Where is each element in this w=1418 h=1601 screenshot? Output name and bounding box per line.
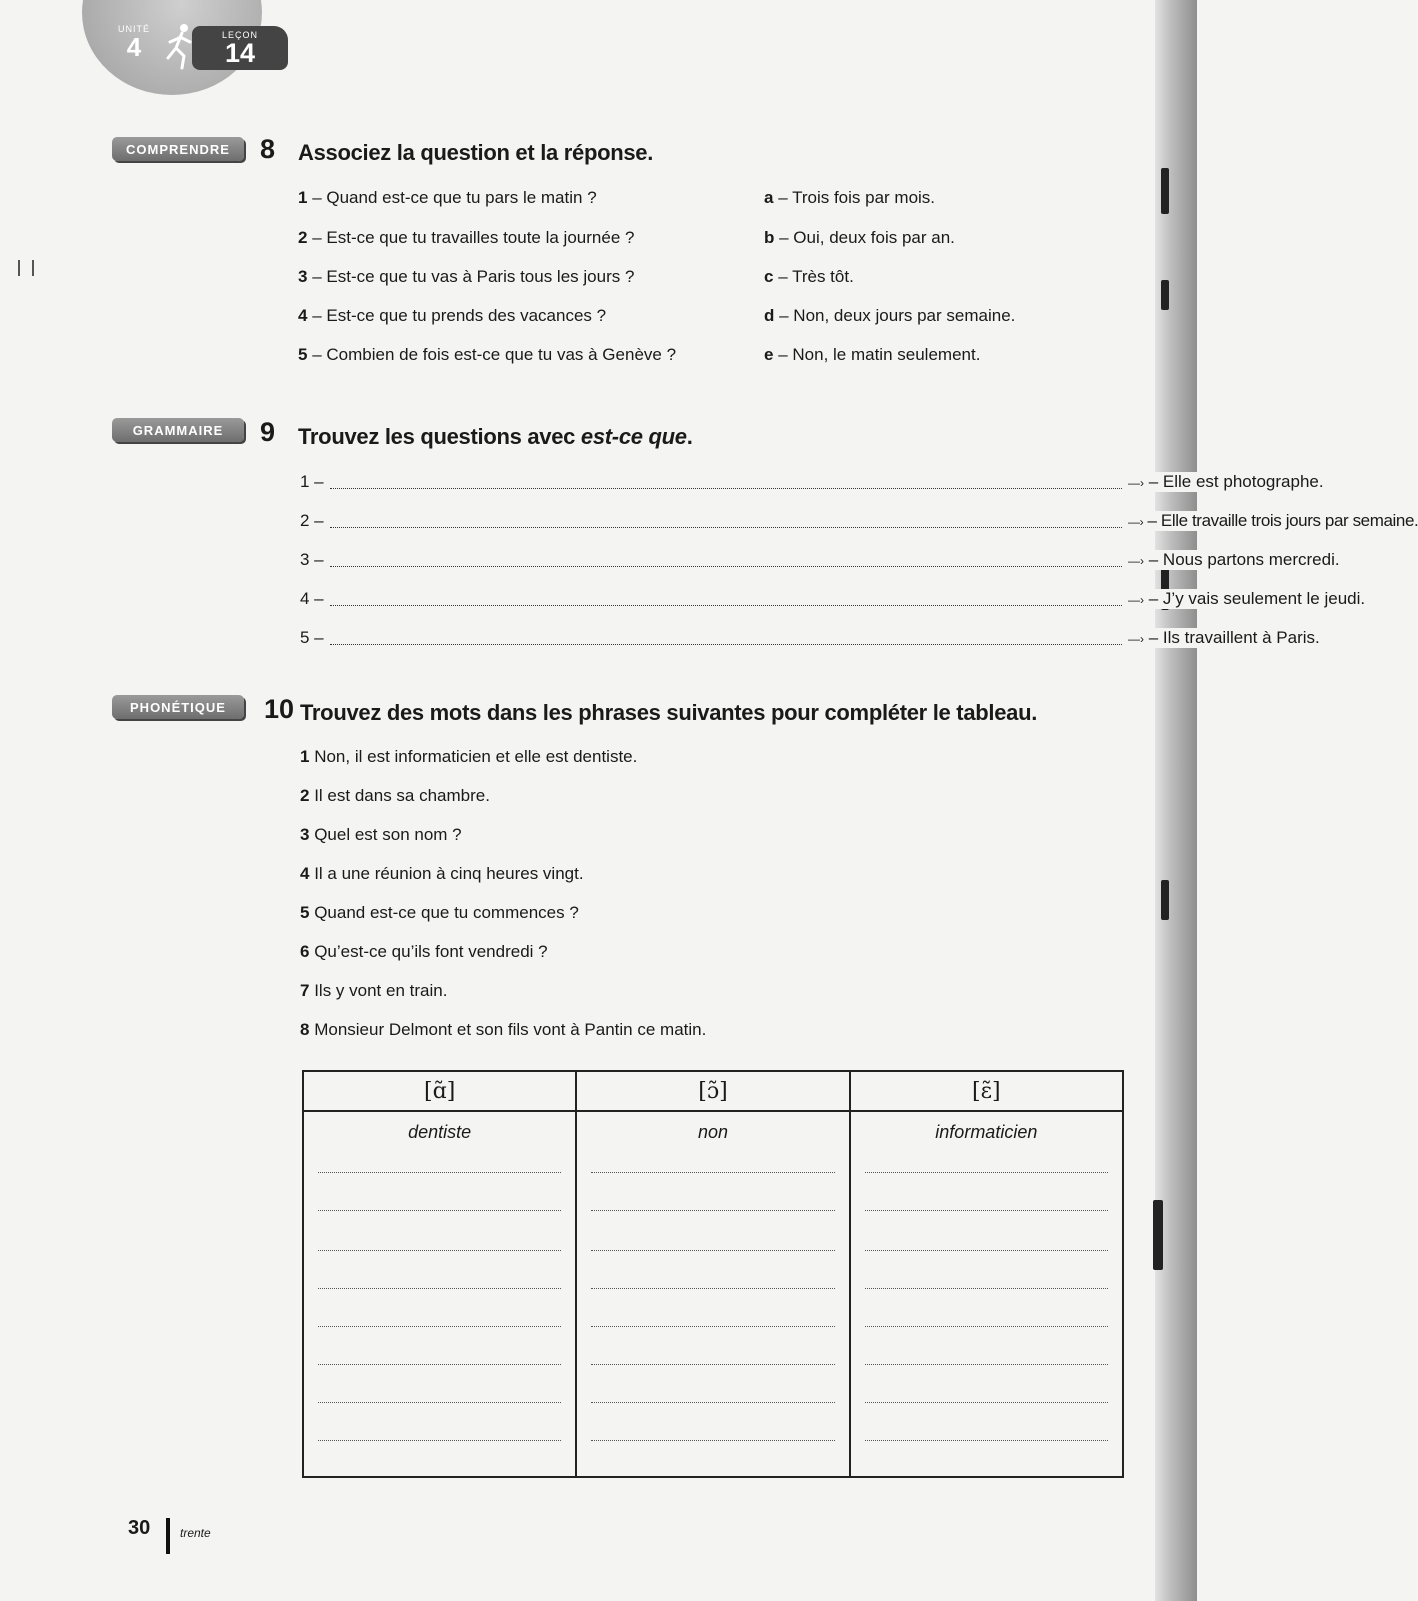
unit-label: UNITÉ	[118, 24, 150, 34]
answer-blank[interactable]	[330, 488, 1122, 489]
fill-row: 4 – —› – J’y vais seulement le jeudi.	[300, 589, 1366, 608]
lesson-label: LEÇON	[221, 30, 258, 40]
answer-blank[interactable]	[591, 1326, 834, 1327]
table-column	[577, 1072, 850, 1476]
sentence-item: 8 Monsieur Delmont et son fils vont à Pantin ce matin.	[300, 1020, 707, 1039]
exercise-number: 9	[260, 417, 276, 447]
answer-blank[interactable]	[591, 1250, 834, 1251]
edge-mark	[1161, 168, 1169, 214]
example-word: informaticien	[935, 1122, 1038, 1142]
answer-blank[interactable]	[591, 1364, 834, 1365]
page-number-divider	[166, 1518, 170, 1554]
answer-blank[interactable]	[318, 1172, 561, 1173]
answer-blank[interactable]	[591, 1402, 834, 1403]
answer-blank[interactable]	[865, 1440, 1108, 1441]
answer-blank[interactable]	[591, 1210, 834, 1211]
answer-item: b – Oui, deux fois par an.	[764, 228, 955, 247]
sentence-item: 4 Il a une réunion à cinq heures vingt.	[300, 864, 584, 883]
example-word: dentiste	[408, 1122, 472, 1142]
question-item: 2 – Est-ce que tu travailles toute la journée ?	[298, 228, 635, 247]
answer-blank[interactable]	[865, 1210, 1108, 1211]
sentence-item: 2 Il est dans sa chambre.	[300, 786, 490, 805]
answer-blank[interactable]	[330, 566, 1122, 567]
fill-row: 5 – —› – Ils travaillent à Paris.	[300, 628, 1320, 647]
edge-mark	[1153, 1200, 1163, 1270]
answer-item: c – Très tôt.	[764, 267, 854, 286]
question-item: 5 – Combien de fois est-ce que tu vas à Genève ?	[298, 345, 677, 364]
answer-item: e – Non, le matin seulement.	[764, 345, 981, 364]
lesson-indicator	[192, 26, 288, 70]
example-word: non	[697, 1122, 729, 1142]
table-column	[851, 1072, 1122, 1476]
unit-indicator	[118, 24, 150, 60]
answer-blank[interactable]	[330, 527, 1122, 528]
exercise-title: Associez la question et la réponse.	[298, 140, 654, 165]
fill-row: 2 – —› – Elle travaille trois jours par semaine.	[300, 511, 1418, 530]
answer-blank[interactable]	[318, 1326, 561, 1327]
fill-row: 1 – —› – Elle est photographe.	[300, 472, 1324, 491]
answer-blank[interactable]	[865, 1172, 1108, 1173]
answer-blank[interactable]	[318, 1402, 561, 1403]
table-column	[304, 1072, 577, 1476]
answer-blank[interactable]	[591, 1172, 834, 1173]
answer-blank[interactable]	[318, 1250, 561, 1251]
question-item: 3 – Est-ce que tu vas à Paris tous les jours ?	[298, 267, 635, 286]
section-tag-comprendre: COMPRENDRE	[112, 137, 244, 161]
answer-blank[interactable]	[865, 1288, 1108, 1289]
answer-blank[interactable]	[318, 1210, 561, 1211]
page-number: 30	[128, 1517, 151, 1539]
page-number-word: trente	[180, 1526, 211, 1540]
answer-blank[interactable]	[318, 1364, 561, 1365]
answer-blank[interactable]	[318, 1440, 561, 1441]
answer-blank[interactable]	[865, 1364, 1108, 1365]
answer-blank[interactable]	[865, 1250, 1108, 1251]
section-tag-grammaire: GRAMMAIRE	[112, 418, 244, 442]
answer-blank[interactable]	[591, 1440, 834, 1441]
lesson-number: 14	[224, 38, 256, 68]
column-header: [ɔ̃]	[577, 1072, 848, 1112]
answer-item: a – Trois fois par mois.	[764, 188, 936, 207]
question-item: 1 – Quand est-ce que tu pars le matin ?	[298, 188, 597, 207]
answer-blank[interactable]	[318, 1288, 561, 1289]
answer-blank[interactable]	[330, 605, 1122, 606]
sentence-item: 6 Qu’est-ce qu’ils font vendredi ?	[300, 942, 548, 961]
sentence-item: 7 Ils y vont en train.	[300, 981, 448, 1000]
gutter-mark	[32, 260, 34, 276]
unit-number: 4	[126, 32, 142, 62]
exercise-number: 10	[264, 694, 295, 724]
edge-mark	[1161, 880, 1169, 920]
sentence-item: 1 Non, il est informaticien et elle est dentiste.	[300, 747, 638, 766]
answer-blank[interactable]	[865, 1402, 1108, 1403]
column-header: [ɛ̃]	[851, 1072, 1122, 1112]
question-item: 4 – Est-ce que tu prends des vacances ?	[298, 306, 607, 325]
answer-blank[interactable]	[330, 644, 1122, 645]
exercise-title: Trouvez les questions avec est-ce que.	[298, 424, 693, 449]
answer-item: d – Non, deux jours par semaine.	[764, 306, 1016, 325]
answer-blank[interactable]	[865, 1326, 1108, 1327]
gutter-mark	[18, 260, 20, 276]
sentence-item: 5 Quand est-ce que tu commences ?	[300, 903, 579, 922]
fill-row: 3 – —› – Nous partons mercredi.	[300, 550, 1340, 569]
exercise-number: 8	[260, 134, 276, 164]
column-header: [ɑ̃]	[304, 1072, 575, 1112]
answer-blank[interactable]	[591, 1288, 834, 1289]
phonetic-table	[302, 1070, 1124, 1478]
exercise-title: Trouvez des mots dans les phrases suivantes pour compléter le tableau.	[300, 700, 1038, 725]
section-tag-phonetique: PHONÉTIQUE	[112, 695, 244, 719]
edge-mark	[1161, 280, 1169, 310]
page-edge-shadow	[1155, 0, 1197, 1601]
sentence-item: 3 Quel est son nom ?	[300, 825, 462, 844]
